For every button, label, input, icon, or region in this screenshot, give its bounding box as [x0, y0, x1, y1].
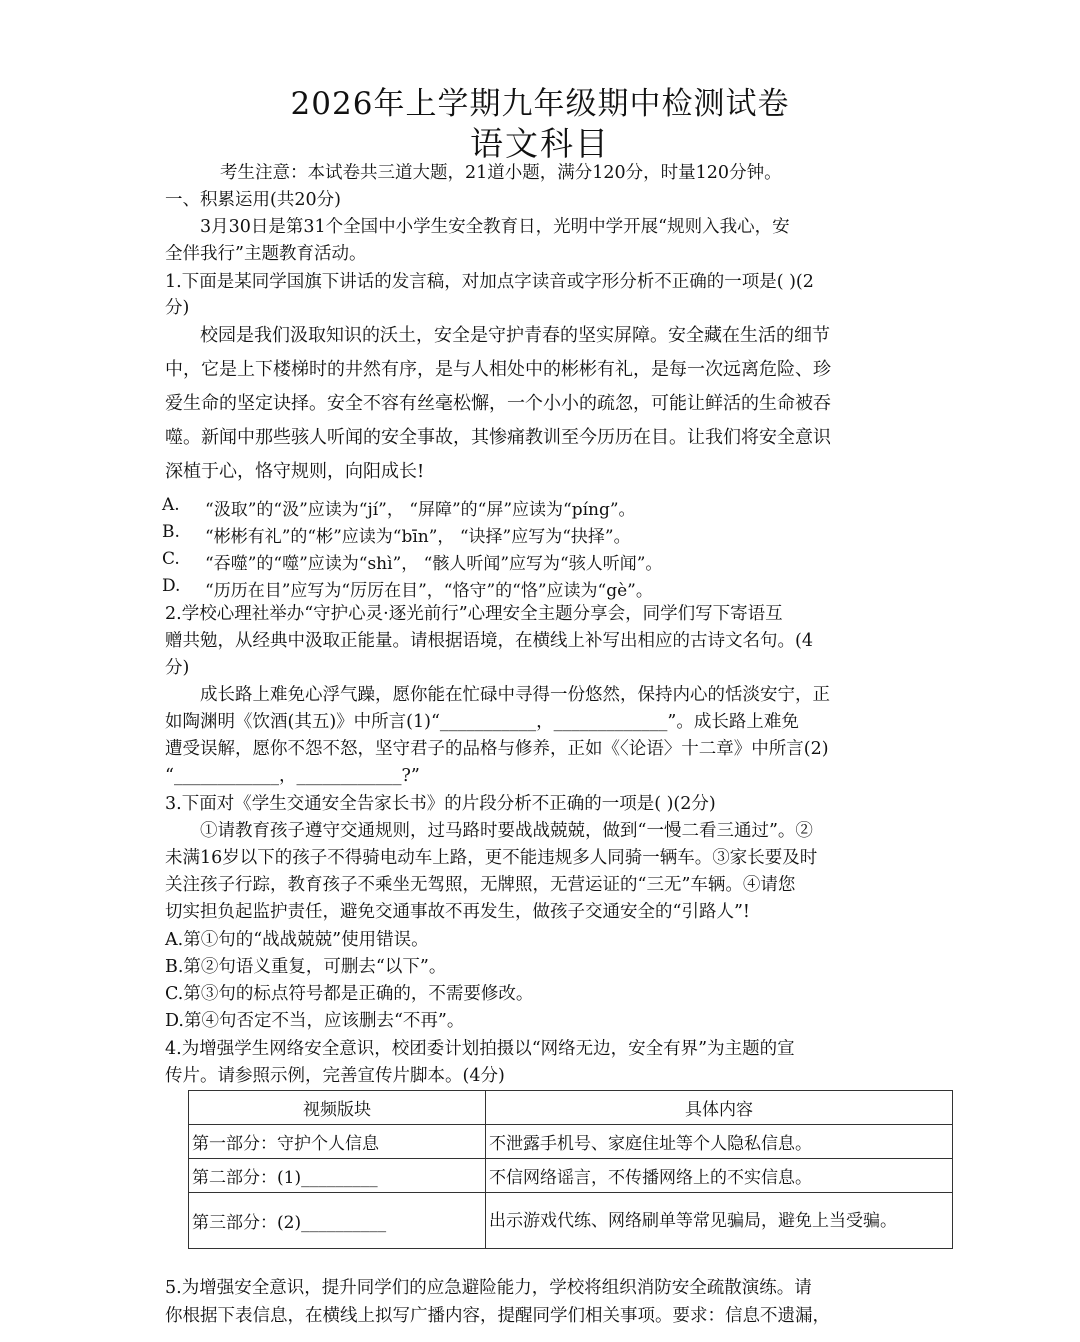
- subject-title: 语文科目: [470, 124, 610, 163]
- q3-passage-line: 未满16岁以下的孩子不得骑电动车上路，更不能违规多人同骑一辆车。③家长要及时: [165, 848, 818, 868]
- q1-option-text: “历历在目”应写为“厉厉在目”，“恪守”的“恪”应读为“gè”。: [205, 581, 653, 601]
- q1-option-label: B.: [162, 522, 180, 542]
- table-row: [189, 1125, 953, 1159]
- q3-option: B.第②句语义重复，可删去“以下”。: [165, 957, 447, 977]
- table-cell-part: 第一部分：守护个人信息: [189, 1125, 486, 1159]
- table-header-cell: 具体内容: [486, 1091, 953, 1125]
- q1-passage-line: 中，它是上下楼梯时的井然有序，是与人相处中的彬彬有礼，是每一次远离危险、珍: [165, 359, 831, 380]
- q1-stem-line: 分): [165, 298, 190, 318]
- q2-stem-line: 分): [165, 658, 190, 678]
- q3-passage-line: 切实担负起监护责任，避免交通事故不再发生，做孩子交通安全的“引路人”!: [165, 902, 750, 922]
- q1-passage-line: 爱生命的坚定诀择。安全不容有丝毫松懈，一个小小的疏忽，可能让鲜活的生命被吞: [165, 393, 831, 414]
- table-header-cell: 视频版块: [189, 1091, 486, 1125]
- q2-stem-line: 2.学校心理社举办“守护心灵·逐光前行”心理安全主题分享会，同学们写下寄语互: [165, 604, 783, 624]
- section-intro-line: 3月30日是第31个全国中小学生安全教育日，光明中学开展“规则入我心，安: [200, 217, 790, 237]
- table-cell-content: 出示游戏代练、网络刷单等常见骗局，避免上当受骗。: [486, 1193, 953, 1249]
- exam-notice: 考生注意：本试卷共三道大题，21道小题，满分120分，时量120分钟。: [220, 163, 782, 183]
- q3-option: A.第①句的“战战兢兢”使用错误。: [165, 930, 429, 950]
- table-cell-content: 不信网络谣言，不传播网络上的不实信息。: [486, 1159, 953, 1193]
- table-cell-content: 不泄露手机号、家庭住址等个人隐私信息。: [486, 1125, 953, 1159]
- table-cell-part: 第二部分：(1)_________: [189, 1159, 486, 1193]
- section-intro-line: 全伴我行”主题教育活动。: [165, 244, 367, 264]
- q3-option: D.第④句否定不当，应该删去“不再”。: [165, 1011, 465, 1031]
- q1-passage-line: 深植于心，恪守规则，向阳成长!: [165, 461, 425, 482]
- q4-stem-line: 传片。请参照示例，完善宣传片脚本。(4分): [165, 1066, 505, 1086]
- table-row: [189, 1193, 953, 1249]
- q2-passage-line: “____________，____________?”: [165, 766, 420, 786]
- section-1-heading: 一、积累运用(共20分): [165, 190, 341, 210]
- q1-option-label: C.: [162, 549, 180, 569]
- q1-option-text: “吞噬”的“噬”应读为“shì”， “骸人听闻”应写为“骇人听闻”。: [205, 554, 663, 574]
- q1-option-label: A.: [162, 495, 180, 515]
- q3-passage-line: 关注孩子行踪，教育孩子不乘坐无驾照，无牌照，无营运证的“三无”车辆。④请您: [165, 875, 796, 895]
- table-cell-part: 第三部分：(2)__________: [189, 1193, 486, 1249]
- q1-stem-line: 1.下面是某同学国旗下讲话的发言稿，对加点字读音或字形分析不正确的一项是( )(2: [165, 272, 814, 292]
- q3-stem: 3.下面对《学生交通安全告家长书》的片段分析不正确的一项是( )(2分): [165, 794, 716, 814]
- q1-option-text: “汲取”的“汲”应读为“jí”， “屏障”的“屏”应读为“píng”。: [205, 500, 636, 520]
- q2-stem-line: 赠共勉，从经典中汲取正能量。请根据语境，在横线上补写出相应的古诗文名句。(4: [165, 631, 813, 651]
- q2-passage-line: 遭受误解，愿你不怨不怒，坚守君子的品格与修养，正如《〈论语〉十二章》中所言(2): [165, 739, 829, 759]
- q5-stem-line: 5.为增强安全意识，提升同学们的应急避险能力，学校将组织消防安全疏散演练。请: [165, 1278, 812, 1298]
- exam-title: 2026年上学期九年级期中检测试卷: [290, 86, 790, 122]
- table-header-row: [189, 1091, 953, 1125]
- q3-option: C.第③句的标点符号都是正确的，不需要修改。: [165, 984, 534, 1004]
- q4-stem-line: 4.为增强学生网络安全意识，校团委计划拍摄以“网络无边，安全有界”为主题的宣: [165, 1039, 795, 1059]
- q2-passage-line: 成长路上难免心浮气躁，愿你能在忙碌中寻得一份悠然，保持内心的恬淡安宁，正: [200, 685, 830, 705]
- q5-stem-line: 你根据下表信息，在横线上拟写广播内容，提醒同学们相关事项。要求：信息不遗漏，: [165, 1306, 830, 1326]
- q1-option-label: D.: [162, 576, 181, 596]
- q1-option-text: “彬彬有礼”的“彬”应读为“bīn”， “诀择”应写为“抉择”。: [205, 527, 631, 547]
- q2-passage-line: 如陶渊明《饮酒(其五)》中所言(1)“___________，_____________”。成长路上难免: [165, 712, 799, 732]
- table-row: [189, 1159, 953, 1193]
- q1-passage-line: 校园是我们汲取知识的沃土，安全是守护青春的坚实屏障。安全藏在生活的细节: [200, 325, 830, 346]
- q1-passage-line: 噬。新闻中那些骇人听闻的安全事故，其惨痛教训至今历历在目。让我们将安全意识: [165, 427, 831, 448]
- script-table: [188, 1090, 953, 1249]
- q3-passage-line: ①请教育孩子遵守交通规则，过马路时要战战兢兢，做到“一慢二看三通过”。②: [200, 821, 813, 841]
